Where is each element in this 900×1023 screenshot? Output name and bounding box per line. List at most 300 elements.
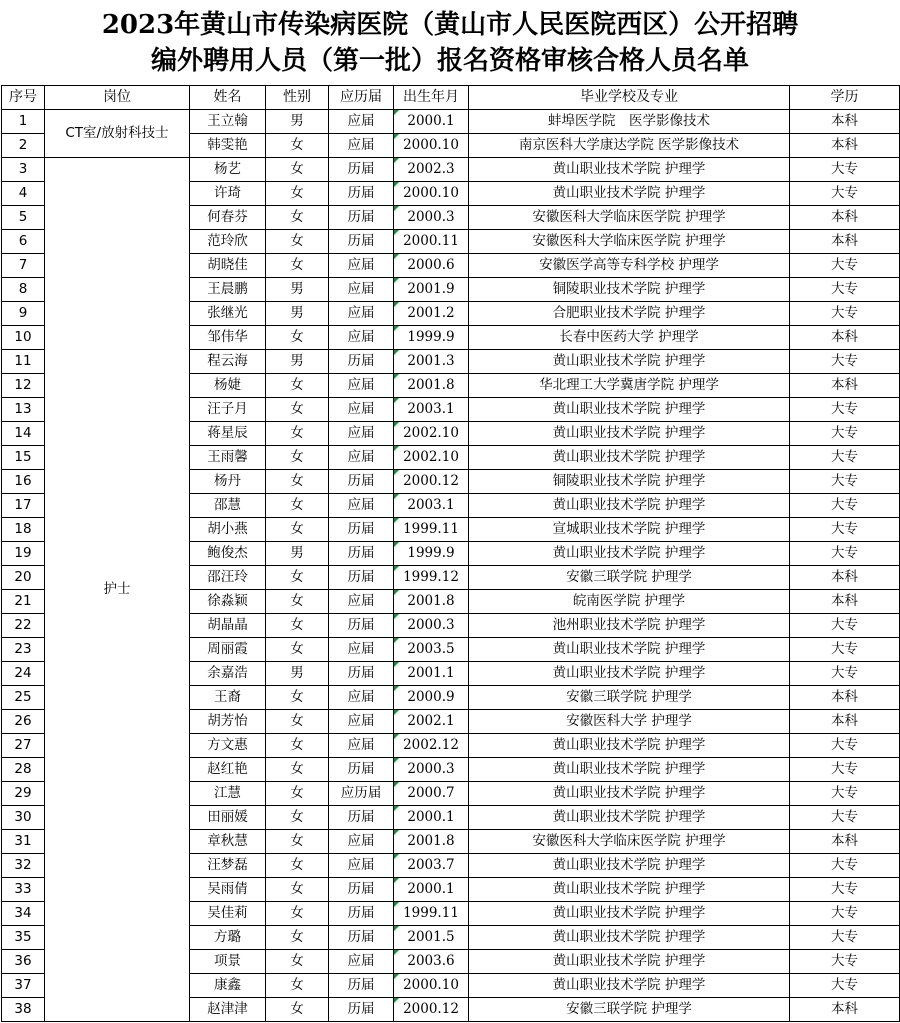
cell-name — [190, 902, 266, 926]
cell-school-major — [469, 806, 790, 830]
cell-name-text: 程云海 — [207, 353, 248, 369]
cell-grad-type-text: 应届 — [347, 593, 375, 609]
cell-name-text: 章秋慧 — [207, 833, 248, 849]
cell-name — [190, 710, 266, 734]
cell-education — [790, 878, 900, 902]
cell-grad-type — [329, 662, 394, 686]
cell-grad-type — [329, 278, 394, 302]
cell-index-text: 5 — [18, 209, 28, 225]
cell-gender — [266, 470, 329, 494]
cell-education — [790, 350, 900, 374]
cell-birth — [394, 926, 469, 950]
cell-grad-type — [329, 878, 394, 902]
cell-gender — [266, 182, 329, 206]
text-format-indicator — [394, 206, 399, 211]
cell-index — [2, 470, 45, 494]
cell-gender-text: 男 — [290, 545, 304, 561]
cell-index — [2, 806, 45, 830]
cell-index-text: 25 — [14, 689, 32, 705]
cell-gender-text: 女 — [290, 1001, 304, 1017]
cell-name-text: 吴雨倩 — [207, 881, 248, 897]
cell-education-text: 本科 — [831, 593, 858, 609]
cell-index-text: 20 — [14, 569, 32, 585]
cell-birth-text: 2000.3 — [407, 617, 455, 633]
cell-birth — [394, 614, 469, 638]
cell-name-text: 赵津津 — [207, 1001, 248, 1017]
cell-grad-type — [329, 134, 394, 158]
cell-name — [190, 614, 266, 638]
cell-index-text: 34 — [14, 905, 32, 921]
cell-education-text: 大专 — [831, 185, 858, 201]
cell-school-major — [469, 422, 790, 446]
cell-index-text: 27 — [14, 737, 32, 753]
cell-education — [790, 446, 900, 470]
cell-education — [790, 758, 900, 782]
cell-birth-text: 2000.11 — [403, 233, 459, 249]
cell-index — [2, 134, 45, 158]
cell-school-major — [469, 302, 790, 326]
cell-name-text: 杨婕 — [214, 377, 241, 393]
cell-index — [2, 422, 45, 446]
cell-name — [190, 494, 266, 518]
cell-gender-text: 女 — [290, 329, 304, 345]
cell-index-text: 30 — [14, 809, 32, 825]
cell-birth — [394, 134, 469, 158]
cell-education-text: 大专 — [831, 617, 858, 633]
cell-education — [790, 614, 900, 638]
cell-education — [790, 254, 900, 278]
cell-school-major-text: 安徽医科大学临床医学院 护理学 — [532, 233, 726, 249]
cell-education — [790, 974, 900, 998]
cell-birth — [394, 230, 469, 254]
cell-education — [790, 422, 900, 446]
cell-grad-type — [329, 710, 394, 734]
cell-school-major — [469, 926, 790, 950]
cell-education-text: 大专 — [831, 857, 858, 873]
cell-index-text: 26 — [14, 713, 32, 729]
cell-index-text: 9 — [18, 305, 28, 321]
table-body — [2, 110, 900, 1022]
cell-grad-type-text: 应届 — [347, 641, 375, 657]
cell-school-major — [469, 638, 790, 662]
cell-index-text: 6 — [18, 233, 28, 249]
cell-birth-text: 2000.1 — [407, 881, 455, 897]
cell-name — [190, 542, 266, 566]
cell-gender — [266, 998, 329, 1022]
cell-gender-text: 女 — [290, 929, 304, 945]
cell-birth-text: 2002.1 — [407, 713, 455, 729]
cell-education-text: 本科 — [831, 569, 858, 585]
cell-education — [790, 950, 900, 974]
cell-index-text: 12 — [14, 377, 32, 393]
cell-birth — [394, 254, 469, 278]
cell-education-text: 本科 — [831, 713, 858, 729]
cell-birth-text: 2000.1 — [407, 113, 455, 129]
cell-gender-text: 女 — [290, 641, 304, 657]
cell-grad-type-text: 应届 — [347, 113, 375, 129]
cell-grad-type-text: 应届 — [347, 281, 375, 297]
cell-grad-type-text: 应届 — [347, 953, 375, 969]
cell-gender-text: 女 — [290, 257, 304, 273]
cell-grad-type-text: 历届 — [347, 977, 375, 993]
cell-index — [2, 350, 45, 374]
cell-grad-type-text: 应届 — [347, 689, 375, 705]
cell-index-text: 10 — [14, 329, 32, 345]
cell-index — [2, 326, 45, 350]
cell-school-major — [469, 758, 790, 782]
cell-birth — [394, 782, 469, 806]
cell-gender — [266, 758, 329, 782]
cell-grad-type — [329, 158, 394, 182]
cell-education-text: 大专 — [831, 473, 858, 489]
cell-post-text: CT室/放射科技士 — [65, 125, 169, 141]
cell-education-text: 大专 — [831, 665, 858, 681]
cell-birth — [394, 518, 469, 542]
cell-gender-text: 女 — [290, 569, 304, 585]
cell-grad-type-text: 历届 — [347, 545, 375, 561]
cell-name-text: 吴佳莉 — [207, 905, 248, 921]
cell-index — [2, 446, 45, 470]
cell-birth-text: 2000.12 — [403, 1001, 459, 1017]
cell-birth-text: 2003.7 — [407, 857, 455, 873]
cell-name-text: 王裔 — [214, 689, 241, 705]
cell-index — [2, 854, 45, 878]
cell-gender-text: 女 — [290, 449, 304, 465]
cell-birth-text: 2000.12 — [403, 473, 459, 489]
cell-birth — [394, 758, 469, 782]
cell-school-major — [469, 446, 790, 470]
cell-name — [190, 974, 266, 998]
text-format-indicator — [394, 854, 399, 859]
cell-grad-type-text: 历届 — [347, 929, 375, 945]
cell-birth-text: 2002.10 — [403, 425, 459, 441]
cell-birth-text: 2000.6 — [407, 257, 455, 273]
text-format-indicator — [394, 782, 399, 787]
cell-name-text: 杨艺 — [214, 161, 241, 177]
cell-grad-type — [329, 494, 394, 518]
cell-name — [190, 158, 266, 182]
cell-birth-text: 2000.9 — [407, 689, 455, 705]
cell-school-major — [469, 518, 790, 542]
cell-school-major-text: 黄山职业技术学院 护理学 — [552, 857, 706, 873]
cell-gender — [266, 518, 329, 542]
cell-birth-text: 1999.9 — [407, 545, 455, 561]
cell-name — [190, 998, 266, 1022]
cell-name-text: 赵红艳 — [207, 761, 248, 777]
cell-index — [2, 998, 45, 1022]
cell-school-major — [469, 950, 790, 974]
cell-index — [2, 398, 45, 422]
cell-birth-text: 2001.8 — [407, 593, 455, 609]
cell-index-text: 3 — [18, 161, 28, 177]
text-format-indicator — [394, 326, 399, 331]
cell-gender — [266, 542, 329, 566]
cell-gender — [266, 662, 329, 686]
cell-gender-text: 女 — [290, 713, 304, 729]
cell-index-text: 8 — [18, 281, 28, 297]
cell-education-text: 大专 — [831, 545, 858, 561]
cell-birth-text: 2003.1 — [407, 401, 455, 417]
cell-education-text: 大专 — [831, 929, 858, 945]
cell-birth-text: 2003.1 — [407, 497, 455, 513]
header-education: 学历 — [790, 86, 900, 110]
cell-school-major — [469, 662, 790, 686]
cell-grad-type — [329, 950, 394, 974]
text-format-indicator — [394, 902, 399, 907]
cell-education-text: 大专 — [831, 305, 858, 321]
cell-birth — [394, 446, 469, 470]
cell-school-major — [469, 542, 790, 566]
text-format-indicator — [394, 686, 399, 691]
cell-gender — [266, 878, 329, 902]
cell-education — [790, 230, 900, 254]
cell-name-text: 胡晓佳 — [207, 257, 248, 273]
cell-birth — [394, 206, 469, 230]
cell-birth-text: 1999.9 — [407, 329, 455, 345]
cell-birth — [394, 662, 469, 686]
cell-birth — [394, 806, 469, 830]
text-format-indicator — [394, 350, 399, 355]
cell-education — [790, 398, 900, 422]
cell-education — [790, 902, 900, 926]
cell-education-text: 大专 — [831, 785, 858, 801]
cell-gender — [266, 902, 329, 926]
cell-school-major-text: 安徽医科大学临床医学院 护理学 — [532, 209, 726, 225]
cell-gender — [266, 446, 329, 470]
text-format-indicator — [394, 590, 399, 595]
cell-gender-text: 男 — [290, 281, 304, 297]
cell-education-text: 本科 — [831, 833, 858, 849]
cell-school-major-text: 黄山职业技术学院 护理学 — [552, 353, 706, 369]
cell-birth-text: 2001.9 — [407, 281, 455, 297]
cell-education-text: 大专 — [831, 257, 858, 273]
cell-name — [190, 830, 266, 854]
cell-grad-type-text: 应届 — [347, 857, 375, 873]
cell-index-text: 16 — [14, 473, 32, 489]
cell-birth-text: 1999.12 — [403, 569, 459, 585]
cell-index-text: 18 — [14, 521, 32, 537]
cell-gender — [266, 230, 329, 254]
cell-gender — [266, 854, 329, 878]
cell-education — [790, 158, 900, 182]
cell-grad-type — [329, 470, 394, 494]
cell-index — [2, 902, 45, 926]
cell-school-major — [469, 206, 790, 230]
cell-grad-type-text: 历届 — [347, 233, 375, 249]
cell-index — [2, 950, 45, 974]
text-format-indicator — [394, 974, 399, 979]
cell-gender — [266, 158, 329, 182]
header-grad-type: 应历届 — [329, 86, 394, 110]
header-birth: 出生年月 — [394, 86, 469, 110]
cell-gender-text: 女 — [290, 377, 304, 393]
cell-grad-type-text: 历届 — [347, 521, 375, 537]
cell-birth-text: 2002.10 — [403, 449, 459, 465]
cell-index — [2, 782, 45, 806]
cell-school-major-text: 黄山职业技术学院 护理学 — [552, 737, 706, 753]
cell-education — [790, 662, 900, 686]
cell-grad-type — [329, 398, 394, 422]
cell-grad-type — [329, 806, 394, 830]
cell-school-major-text: 安徽三联学院 护理学 — [566, 569, 692, 585]
cell-grad-type-text: 应届 — [347, 377, 375, 393]
text-format-indicator — [394, 110, 399, 115]
cell-index — [2, 686, 45, 710]
cell-index — [2, 758, 45, 782]
cell-education — [790, 686, 900, 710]
cell-name-text: 江慧 — [214, 785, 241, 801]
cell-education-text: 大专 — [831, 809, 858, 825]
cell-school-major-text: 合肥职业技术学院 护理学 — [552, 305, 706, 321]
cell-gender — [266, 278, 329, 302]
cell-post-text: 护士 — [103, 581, 131, 597]
cell-index-text: 19 — [14, 545, 32, 561]
cell-name-text: 许琦 — [214, 185, 241, 201]
cell-birth — [394, 710, 469, 734]
cell-grad-type-text: 历届 — [347, 1001, 375, 1017]
cell-index-text: 7 — [18, 257, 28, 273]
cell-name — [190, 110, 266, 134]
cell-index-text: 2 — [18, 137, 28, 153]
cell-school-major-text: 黄山职业技术学院 护理学 — [552, 185, 706, 201]
text-format-indicator — [394, 806, 399, 811]
cell-education-text: 大专 — [831, 881, 858, 897]
cell-school-major-text: 黄山职业技术学院 护理学 — [552, 953, 706, 969]
cell-education-text: 大专 — [831, 497, 858, 513]
text-format-indicator — [394, 134, 399, 139]
cell-school-major — [469, 902, 790, 926]
cell-grad-type-text: 历届 — [347, 617, 375, 633]
cell-education-text: 本科 — [831, 233, 858, 249]
cell-birth — [394, 902, 469, 926]
cell-birth-text: 2000.3 — [407, 209, 455, 225]
cell-school-major-text: 黄山职业技术学院 护理学 — [552, 905, 706, 921]
cell-education — [790, 134, 900, 158]
cell-birth — [394, 326, 469, 350]
cell-school-major — [469, 398, 790, 422]
cell-gender — [266, 782, 329, 806]
cell-school-major — [469, 710, 790, 734]
cell-grad-type-text: 应届 — [347, 497, 375, 513]
cell-gender-text: 女 — [290, 881, 304, 897]
cell-index-text: 11 — [14, 353, 32, 369]
text-format-indicator — [394, 614, 399, 619]
cell-birth-text: 2000.3 — [407, 761, 455, 777]
cell-education — [790, 854, 900, 878]
text-format-indicator — [394, 374, 399, 379]
cell-education — [790, 806, 900, 830]
text-format-indicator — [394, 926, 399, 931]
cell-gender-text: 女 — [290, 953, 304, 969]
cell-education-text: 本科 — [831, 137, 858, 153]
cell-index — [2, 182, 45, 206]
cell-index — [2, 638, 45, 662]
cell-grad-type-text: 历届 — [347, 353, 375, 369]
cell-grad-type — [329, 110, 394, 134]
cell-index-text: 17 — [14, 497, 32, 513]
cell-name-text: 汪梦磊 — [207, 857, 248, 873]
cell-index-text: 21 — [14, 593, 32, 609]
cell-grad-type-text: 历届 — [347, 761, 375, 777]
cell-name-text: 徐淼颖 — [207, 593, 248, 609]
cell-name — [190, 374, 266, 398]
cell-education-text: 大专 — [831, 425, 858, 441]
cell-name — [190, 326, 266, 350]
cell-index — [2, 374, 45, 398]
cell-name — [190, 254, 266, 278]
cell-grad-type — [329, 230, 394, 254]
cell-education — [790, 734, 900, 758]
cell-index-text: 36 — [14, 953, 32, 969]
cell-name-text: 余嘉浩 — [207, 665, 248, 681]
text-format-indicator — [394, 158, 399, 163]
cell-grad-type — [329, 374, 394, 398]
cell-birth — [394, 998, 469, 1022]
cell-index-text: 23 — [14, 641, 32, 657]
header-school-major: 毕业学校及专业 — [469, 86, 790, 110]
cell-school-major-text: 黄山职业技术学院 护理学 — [552, 761, 706, 777]
cell-school-major-text: 黄山职业技术学院 护理学 — [552, 809, 706, 825]
text-format-indicator — [394, 830, 399, 835]
cell-grad-type — [329, 782, 394, 806]
cell-index — [2, 302, 45, 326]
cell-education — [790, 566, 900, 590]
cell-education — [790, 782, 900, 806]
cell-index-text: 22 — [14, 617, 32, 633]
cell-grad-type — [329, 854, 394, 878]
cell-grad-type-text: 应届 — [347, 137, 375, 153]
cell-name — [190, 950, 266, 974]
cell-school-major-text: 蚌埠医学院 医学影像技术 — [548, 113, 710, 129]
cell-index-text: 29 — [14, 785, 32, 801]
text-format-indicator — [394, 734, 399, 739]
cell-school-major — [469, 326, 790, 350]
cell-school-major-text: 黄山职业技术学院 护理学 — [552, 425, 706, 441]
cell-name-text: 杨丹 — [214, 473, 241, 489]
text-format-indicator — [394, 518, 399, 523]
cell-post — [45, 110, 190, 158]
cell-school-major-text: 黄山职业技术学院 护理学 — [552, 785, 706, 801]
cell-gender — [266, 734, 329, 758]
cell-birth-text: 2001.5 — [407, 929, 455, 945]
cell-grad-type-text: 应届 — [347, 833, 375, 849]
cell-name-text: 邹伟华 — [207, 329, 248, 345]
cell-gender-text: 女 — [290, 401, 304, 417]
table-row — [2, 158, 900, 182]
cell-name — [190, 278, 266, 302]
cell-education-text: 本科 — [831, 209, 858, 225]
cell-education-text: 大专 — [831, 737, 858, 753]
cell-birth-text: 2000.7 — [407, 785, 455, 801]
cell-gender — [266, 326, 329, 350]
cell-education-text: 本科 — [831, 689, 858, 705]
cell-birth — [394, 110, 469, 134]
cell-school-major-text: 铜陵职业技术学院 护理学 — [552, 281, 706, 297]
cell-school-major-text: 黄山职业技术学院 护理学 — [552, 449, 706, 465]
cell-gender-text: 男 — [290, 665, 304, 681]
header-post: 岗位 — [45, 86, 190, 110]
cell-school-major — [469, 470, 790, 494]
cell-birth-text: 2000.10 — [403, 185, 459, 201]
cell-grad-type-text: 历届 — [347, 881, 375, 897]
cell-school-major-text: 安徽三联学院 护理学 — [566, 1001, 692, 1017]
cell-school-major — [469, 854, 790, 878]
cell-grad-type-text: 历届 — [347, 569, 375, 585]
cell-birth-text: 1999.11 — [403, 905, 459, 921]
cell-gender — [266, 206, 329, 230]
cell-index-text: 38 — [14, 1001, 32, 1017]
cell-gender-text: 女 — [290, 185, 304, 201]
